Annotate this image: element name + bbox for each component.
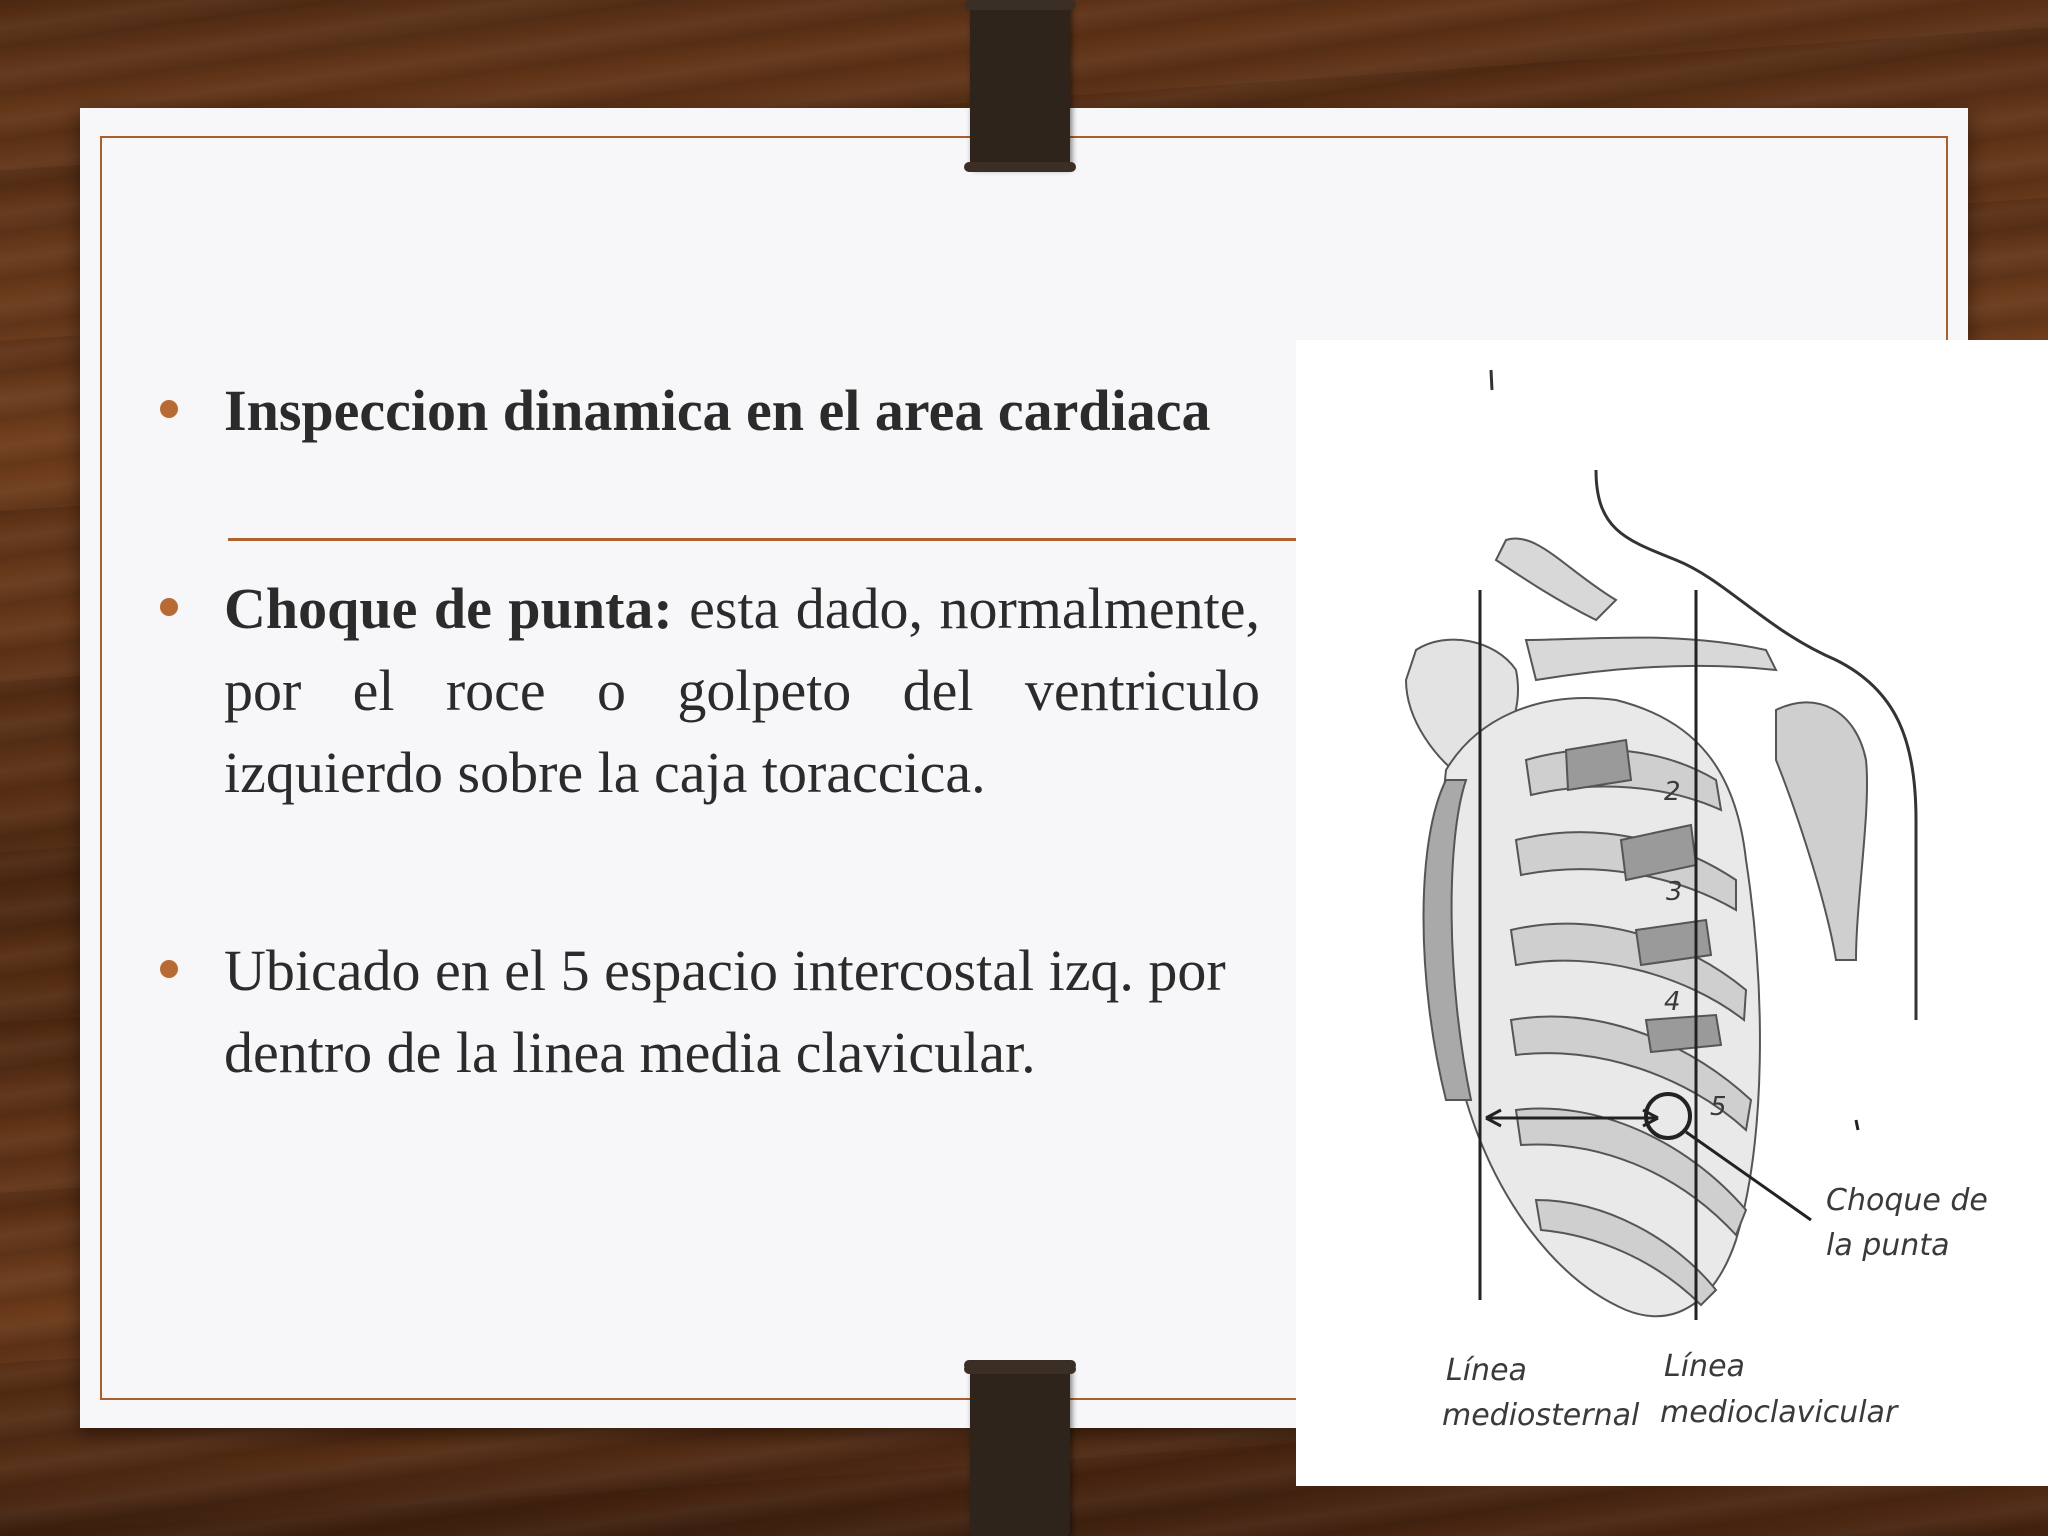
binder-clip-top bbox=[970, 0, 1070, 168]
bullet-list-3 bbox=[160, 930, 1260, 1094]
bullet-item-1 bbox=[160, 370, 1260, 452]
thorax-drawing bbox=[1296, 340, 2048, 1486]
label-left-line-2: mediosternal bbox=[1442, 1398, 1640, 1433]
clavicle bbox=[1496, 538, 1776, 680]
callout-label-line-2: la punta bbox=[1826, 1228, 1950, 1263]
slide-title: Inspeccion dinamica en el area cardiaca bbox=[224, 378, 1211, 443]
thorax-illustration bbox=[1296, 340, 2048, 1486]
bullet-list bbox=[160, 370, 1260, 452]
rib-number-2: 2 bbox=[1664, 777, 1681, 807]
bullet-3-text: Ubicado en el 5 espacio intercostal izq. por dentro de la linea media clavicular. bbox=[224, 938, 1226, 1085]
rib-cage bbox=[1424, 698, 1760, 1316]
binder-clip-bottom bbox=[970, 1364, 1070, 1536]
title-divider bbox=[228, 538, 1298, 541]
bullet-2-text: esta dado, normalmente, por el roce o golpeto del ventriculo izquierdo sobre la caja toraccica. bbox=[224, 576, 1260, 805]
bullet-2-bold: Choque de punta: bbox=[224, 576, 673, 641]
bullet-item-3 bbox=[160, 930, 1260, 1094]
label-right-line-2: medioclavicular bbox=[1660, 1395, 1898, 1430]
rib-number-4: 4 bbox=[1664, 987, 1681, 1017]
bullet-item-2 bbox=[160, 568, 1260, 814]
bullet-list-2 bbox=[160, 568, 1260, 814]
rib-number-5: 5 bbox=[1710, 1092, 1727, 1122]
rib-number-3: 3 bbox=[1666, 877, 1683, 907]
callout-label-line-1: Choque de bbox=[1826, 1183, 1988, 1218]
label-left-line-1: Línea bbox=[1446, 1353, 1527, 1388]
label-right-line-1: Línea bbox=[1664, 1349, 1745, 1384]
